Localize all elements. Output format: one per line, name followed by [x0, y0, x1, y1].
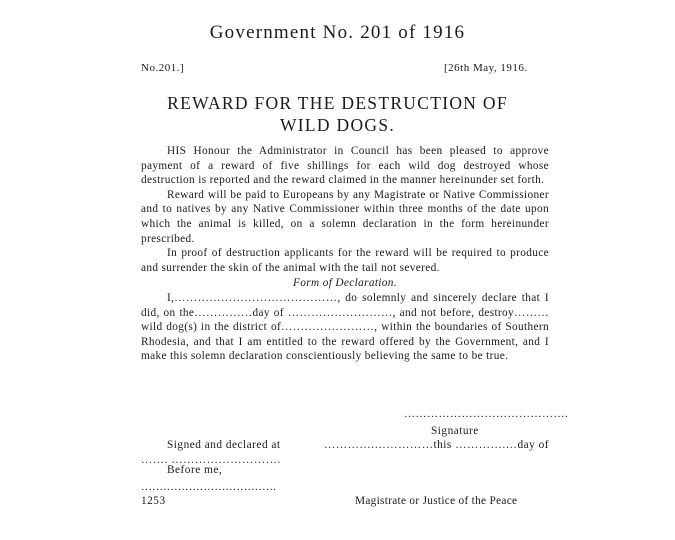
- paragraph-1: HIS Honour the Administrator in Council has been pleased to approve payment of a reward of five shillings for each wild dog destroyed whose destruction is reported and the reward claimed in the manner hereinunder set forth.: [141, 145, 549, 187]
- heading-line-1: REWARD FOR THE DESTRUCTION OF: [167, 93, 508, 113]
- signed-declared-blanks: ………….……………this ………….…day of: [324, 439, 549, 451]
- form-heading: Form of Declaration.: [293, 277, 397, 290]
- print-code: 1253: [141, 495, 166, 507]
- paragraph-3: In proof of destruction applicants for the reward will be required to produce and surrender the skin of the animal with the tail not severed.: [141, 247, 549, 274]
- signature-label: Signature: [431, 425, 479, 437]
- notice-heading: [0, 92, 675, 136]
- notice-body: [141, 144, 549, 364]
- notice-date: [26th May, 1916.: [444, 62, 528, 74]
- signed-declared-line-2: ……. ……………………….: [141, 453, 281, 466]
- before-me-line: ……………………………….: [141, 481, 276, 493]
- signed-declared-label: Signed and declared at: [167, 439, 281, 451]
- document-title: Government No. 201 of 1916: [209, 22, 466, 43]
- signed-declared-block: [141, 438, 549, 467]
- signature-line: …………………………………….: [404, 408, 569, 420]
- heading-line-2: WILD DOGS.: [279, 115, 396, 135]
- magistrate-label: Magistrate or Justice of the Peace: [355, 495, 518, 507]
- paragraph-2: Reward will be paid to Europeans by any Magistrate or Native Commissioner and to natives by any Native Commissioner within three months of the date upon which the animal is killed, on a solemn declaration in the form hereinunder prescribed.: [141, 188, 549, 245]
- notice-number: No.201.]: [141, 62, 185, 74]
- declaration-text: I,……………………………………, do solemnly and sincerely declare that I did, on the……………day of ………………………, and not before, destroy………wild dog(s) in the district of……………………, within the boundaries of Southern Rhodesia, and that I am entitled to the reward offered by the Government, and I make this solemn declaration conscientiously believing the same to be true.: [141, 291, 549, 363]
- before-me-label: Before me,: [167, 464, 223, 476]
